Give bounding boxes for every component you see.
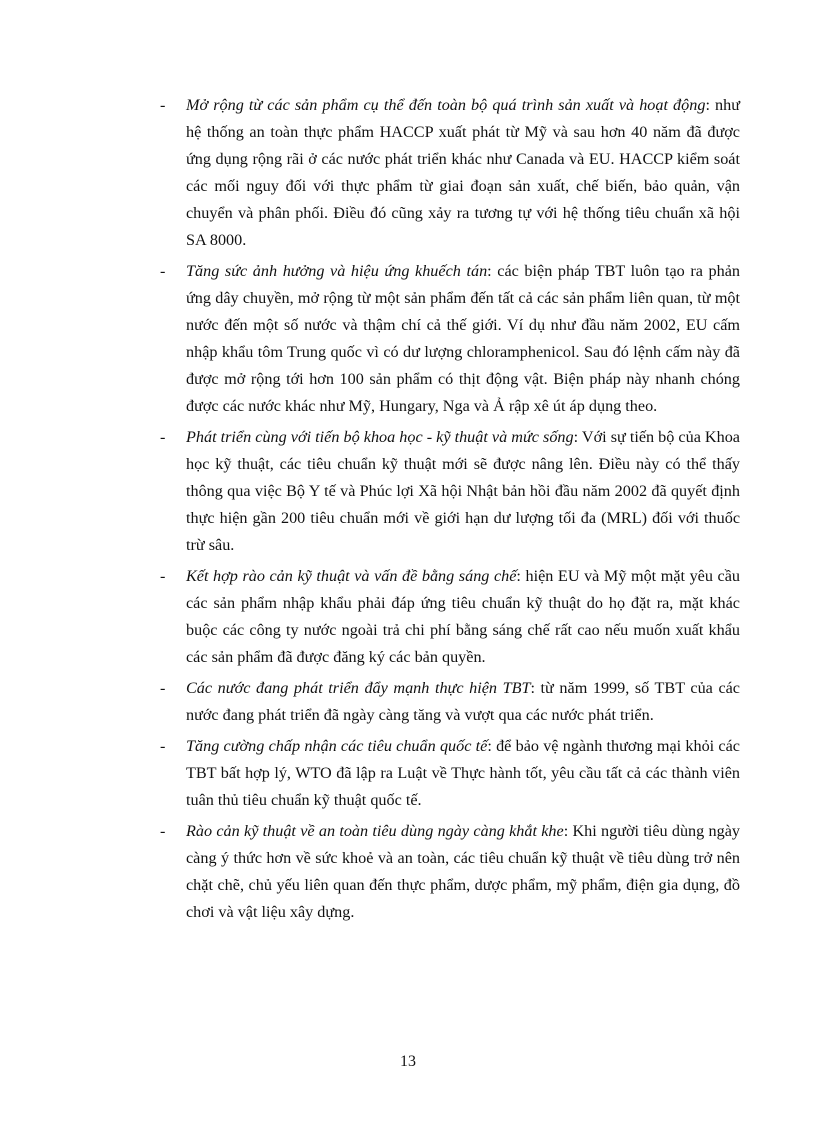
item-body: : các biện pháp TBT luôn tạo ra phản ứng dây chuyền, mở rộng từ một sản phẩm đến tất cả các sản phẩm liên quan, từ một nước đến một số nước và thậm chí cả thế giới. Ví dụ như đầu năm 2002, EU cấm nhập khẩu tôm Trung quốc vì có dư lượng chloramphenicol. Sau đó lệnh cấm này đã được mở rộng tới hơn 100 sản phẩm có thịt động vật. Biện pháp này nhanh chóng được các nước khác như Mỹ, Hungary, Nga và Ả rập xê út áp dụng theo. — [186, 262, 740, 415]
list-item — [160, 733, 740, 814]
bullet-dash: - — [160, 822, 166, 840]
item-body: : Với sự tiến bộ của Khoa học kỹ thuật, các tiêu chuẩn kỹ thuật mới sẽ được nâng lên. Điều này có thể thấy thông qua việc Bộ Y tế và Phúc lợi Xã hội Nhật bản hồi đầu năm 2002 đã quyết định thực hiện gần 200 tiêu chuẩn mới về giới hạn dư lượng tối đa (MRL) đối với thuốc trừ sâu. — [186, 428, 740, 554]
item-body: : để bảo vệ ngành thương mại khỏi các TBT bất hợp lý, WTO đã lập ra Luật về Thực hành tốt, yêu cầu tất cả các thành viên tuân thủ tiêu chuẩn kỹ thuật quốc tế. — [186, 737, 740, 809]
list-item — [160, 675, 740, 729]
item-lead-italic: Các nước đang phát triển đẩy mạnh thực hiện TBT — [186, 679, 531, 697]
item-lead-italic: Kết hợp rào cản kỹ thuật và vấn đề bằng sáng chế — [186, 567, 517, 585]
list-item — [160, 818, 740, 926]
bullet-dash: - — [160, 679, 166, 697]
list-item — [160, 92, 740, 254]
item-lead-italic: Rào cản kỹ thuật về an toàn tiêu dùng ngày càng khắt khe — [186, 822, 564, 840]
bullet-list — [160, 92, 740, 930]
bullet-dash: - — [160, 262, 166, 280]
bullet-dash: - — [160, 428, 166, 446]
item-body: : từ năm 1999, số TBT của các nước đang phát triển đã ngày càng tăng và vượt qua các nước phát triển. — [186, 679, 740, 724]
list-item — [160, 258, 740, 420]
bullet-dash: - — [160, 737, 166, 755]
item-body: : hiện EU và Mỹ một mặt yêu cầu các sản phẩm nhập khẩu phải đáp ứng tiêu chuẩn kỹ thuật do họ đặt ra, mặt khác buộc các công ty nước ngoài trả chi phí bằng sáng chế rất cao nếu muốn xuất khẩu các sản phẩm đã được đăng ký các bản quyền. — [186, 567, 740, 666]
item-lead-italic: Mở rộng từ các sản phẩm cụ thể đến toàn bộ quá trình sản xuất và hoạt động — [186, 96, 706, 114]
item-lead-italic: Phát triển cùng với tiến bộ khoa học - kỹ thuật và mức sống — [186, 428, 574, 446]
item-lead-italic: Tăng cường chấp nhận các tiêu chuẩn quốc tế — [186, 737, 488, 755]
list-item — [160, 424, 740, 559]
list-item — [160, 563, 740, 671]
bullet-dash: - — [160, 567, 166, 585]
item-body: : Khi người tiêu dùng ngày càng ý thức hơn về sức khoẻ và an toàn, các tiêu chuẩn kỹ thuật về tiêu dùng trở nên chặt chẽ, chủ yếu liên quan đến thực phẩm, dược phẩm, mỹ phẩm, điện gia dụng, đồ chơi và vật liệu xây dựng. — [186, 822, 740, 921]
item-body: : như hệ thống an toàn thực phẩm HACCP xuất phát từ Mỹ và sau hơn 40 năm đã được ứng dụng rộng rãi ở các nước phát triển khác như Canada và EU. HACCP kiểm soát các mối nguy đối với thực phẩm từ giai đoạn sản xuất, chế biến, bảo quản, vận chuyển và phân phối. Điều đó cũng xảy ra tương tự với hệ thống tiêu chuẩn xã hội SA 8000. — [186, 96, 740, 249]
bullet-dash: - — [160, 96, 166, 114]
page-number: 13 — [400, 1053, 416, 1070]
item-lead-italic: Tăng sức ảnh hưởng và hiệu ứng khuếch tán — [186, 262, 488, 280]
